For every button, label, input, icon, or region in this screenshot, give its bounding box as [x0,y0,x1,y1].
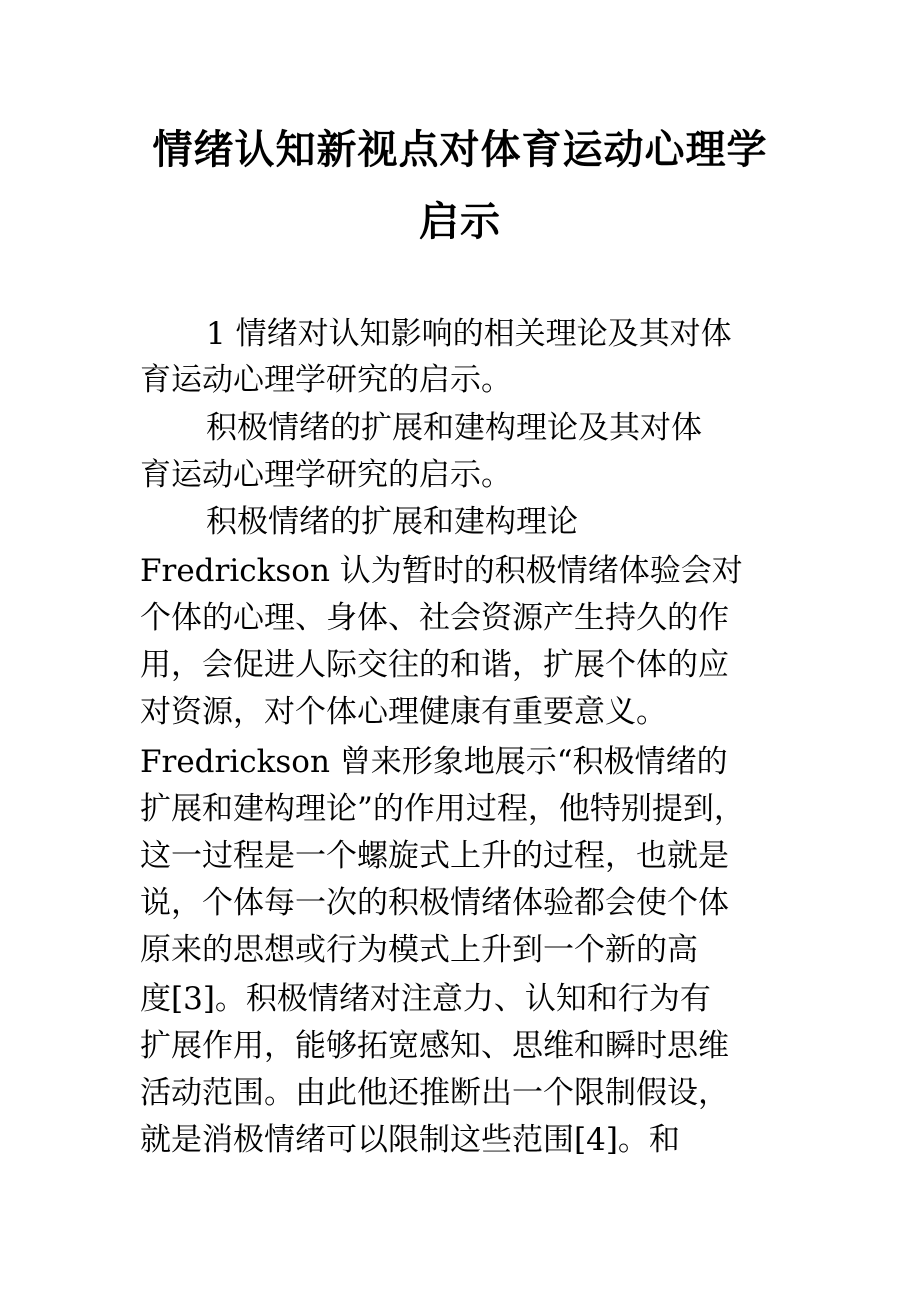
paragraph-line: 个体的心理、身体、社会资源产生持久的作 [140,600,729,636]
paragraph-line: 扩展作用，能够拓宽感知、思维和瞬时思维 [140,1028,729,1064]
paragraph-line: 对资源，对个体心理健康有重要意义。 [140,694,667,730]
paragraph-line: 用，会促进人际交往的和谐，扩展个体的应 [140,647,729,683]
paragraph-line: 扩展和建构理论”的作用过程，他特别提到， [140,791,745,827]
paragraph-line: 这一过程是一个螺旋式上升的过程，也就是 [140,838,729,874]
paragraph-line: Fredrickson 认为暂时的积极情绪体验会对 [140,553,743,589]
paragraph-line: 就是消极情绪可以限制这些范围[4]。和 [140,1122,680,1158]
paragraph-line: Fredrickson 曾来形象地展示“积极情绪的 [140,744,728,780]
section-heading-line-1: 1 情绪对认知影响的相关理论及其对体 [206,316,732,352]
paragraph-line: 活动范围。由此他还推断出一个限制假设， [140,1075,729,1111]
paragraph-heading: 积极情绪的扩展和建构理论 [206,504,578,540]
paragraph-line: 原来的思想或行为模式上升到一个新的高 [140,932,698,968]
document-title-line-2: 启示 [419,199,501,245]
paragraph-line: 度[3]。积极情绪对注意力、认知和行为有 [140,981,711,1017]
subsection-heading-line-2: 育运动心理学研究的启示。 [140,457,512,493]
subsection-heading-line-1: 积极情绪的扩展和建构理论及其对体 [206,410,702,446]
paragraph-line: 说，个体每一次的积极情绪体验都会使个体 [140,885,729,921]
document-title-line-1: 情绪认知新视点对体育运动心理学 [152,127,768,173]
section-heading-line-2: 育运动心理学研究的启示。 [140,362,512,398]
